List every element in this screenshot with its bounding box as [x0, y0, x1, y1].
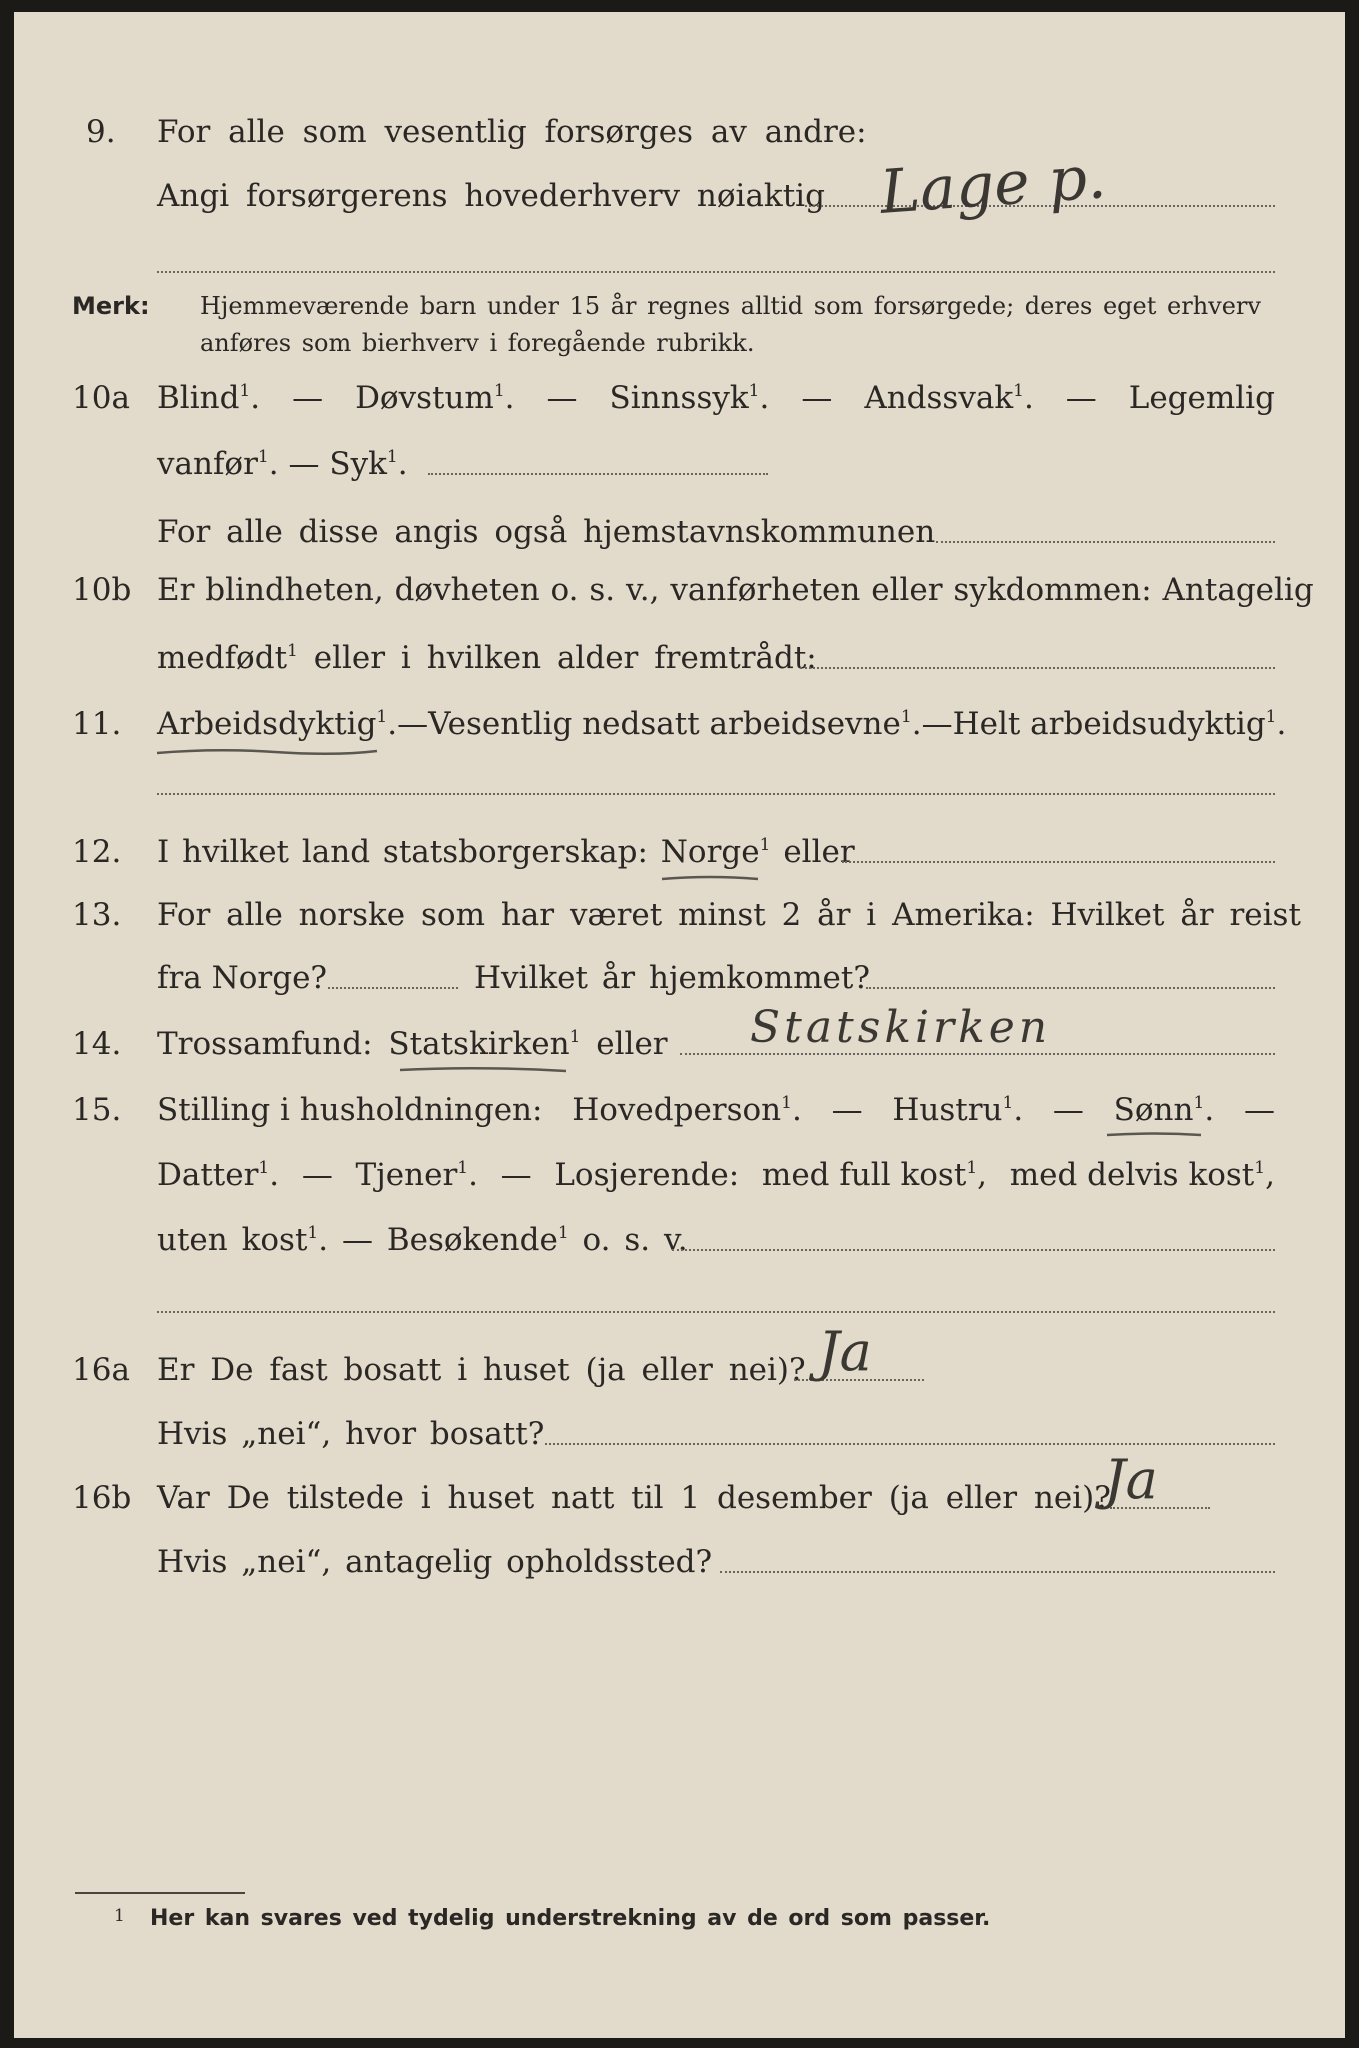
- q11-underline-mark: [155, 745, 380, 759]
- opt-datter: Datter$^1$.: [157, 1157, 280, 1193]
- opt-med-full-kost: med full kost$^1$,: [761, 1157, 988, 1193]
- q10b-number: 10b: [72, 572, 132, 608]
- q16a-line2-dots: [545, 1443, 1275, 1445]
- merk-line2: anføres som bierhverv i foregående rubrikk.: [200, 329, 755, 357]
- q12-dots: [842, 861, 1275, 863]
- opt-udyktig: Helt arbeidsudyktig$^1$.: [952, 706, 1287, 742]
- opt-sonn: Sønn$^1$.: [1113, 1092, 1215, 1128]
- q14-number: 14.: [72, 1026, 122, 1062]
- opt-syk: Syk$^1$.: [329, 446, 408, 482]
- q13-number: 13.: [72, 897, 122, 933]
- opt-hustru: Hustru$^1$.: [892, 1092, 1024, 1128]
- q12-number: 12.: [72, 834, 122, 870]
- q11-number: 11.: [72, 706, 122, 742]
- merk-line1: Hjemmeværende barn under 15 år regnes alltid som forsørgede; deres eget erhverv: [200, 292, 1261, 320]
- q10a-line2-dots: [428, 473, 768, 475]
- opt-uten-kost: uten kost$^1$.: [157, 1222, 329, 1258]
- q15-line2: Datter$^1$. — Tjener$^1$. — Losjerende: med full kost$^1$, med delvis kost$^1$,: [157, 1157, 1275, 1193]
- q14-underline-mark: [398, 1063, 568, 1077]
- opt-med-delvis-kost: med delvis kost$^1$,: [1009, 1157, 1275, 1193]
- q16a-number: 16a: [72, 1352, 130, 1388]
- opt-hovedperson: Hovedperson$^1$.: [572, 1092, 802, 1128]
- q12-underline-mark: [660, 873, 760, 885]
- opt-nedsatt: Vesentlig nedsatt arbeidsevne$^1$.: [428, 706, 922, 742]
- q9-line2: Angi forsørgerens hovederhverv nøiaktig: [157, 178, 825, 214]
- opt-andssvak: Andssvak$^1$.: [864, 380, 1034, 416]
- opt-statskirken: Statskirken$^1$: [388, 1026, 581, 1062]
- q10a-number: 10a: [72, 380, 130, 416]
- q14-line: Trossamfund: Statskirken$^1$ eller: [157, 1026, 668, 1062]
- q16b-handwritten-answer: Ja: [1104, 1448, 1158, 1511]
- q11-line1: Arbeidsdyktig$^1$. — Vesentlig nedsatt arbeidsevne$^1$. — Helt arbeidsudyktig$^1$.: [157, 706, 1287, 742]
- q15-extra-line: [157, 1311, 1275, 1313]
- q11-extra-line: [157, 793, 1275, 795]
- q9-line1: For alle som vesentlig forsørges av andre:: [157, 114, 867, 150]
- q13-part1: fra Norge?: [157, 960, 328, 996]
- opt-vanfor: vanfør$^1$.: [157, 446, 279, 482]
- opt-legemlig: Legemlig: [1128, 380, 1275, 416]
- q10a-line1: Blind$^1$. — Døvstum$^1$. — Sinnssyk$^1$. — Andssvak$^1$. — Legemlig: [157, 380, 1275, 416]
- q10b-line1: Er blindheten, døvheten o. s. v., vanførheten eller sykdommen: Antagelig: [157, 572, 1314, 608]
- q16b-line2-dots: [720, 1571, 1275, 1573]
- q14-handwritten-answer: Statskirken: [750, 1002, 1052, 1053]
- q16b-line2: Hvis „nei“, antagelig opholdssted?: [157, 1544, 713, 1580]
- q13-year-left-dots: [328, 987, 458, 989]
- q9-extra-line: [157, 271, 1275, 273]
- q9-number: 9.: [86, 114, 116, 150]
- opt-arbeidsdyktig: Arbeidsdyktig$^1$.: [157, 706, 398, 742]
- q9-handwritten-answer: Lage p.: [877, 142, 1109, 228]
- merk-label: Merk:: [72, 292, 150, 320]
- opt-tjener: Tjener$^1$.: [355, 1157, 478, 1193]
- q10a-line3-dots: [936, 541, 1275, 543]
- q15-line1: Stilling i husholdningen: Hovedperson$^1$. — Hustru$^1$. — Sønn$^1$. —: [157, 1092, 1275, 1128]
- q16a-handwritten-answer: Ja: [818, 1320, 872, 1383]
- opt-norge: Norge$^1$: [660, 834, 771, 870]
- footnote-mark: 1: [114, 1906, 125, 1926]
- opt-dovstum: Døvstum$^1$.: [355, 380, 515, 416]
- q13-part2: Hvilket år hjemkommet?: [474, 960, 870, 996]
- opt-blind: Blind$^1$.: [157, 380, 261, 416]
- q16b-line1: Var De tilstede i huset natt til 1 desember (ja eller nei)?: [157, 1480, 1111, 1516]
- footnote-text: Her kan svares ved tydelig understrekning av de ord som passer.: [150, 1906, 991, 1931]
- q16a-line2: Hvis „nei“, hvor bosatt?: [157, 1416, 545, 1452]
- q10a-line3: For alle disse angis også hjemstavnskommunen: [157, 514, 936, 550]
- q12-line: I hvilket land statsborgerskap: Norge$^1$ eller: [157, 834, 855, 870]
- q16b-number: 16b: [72, 1480, 132, 1516]
- q15-dots: [672, 1249, 1275, 1251]
- q10b-dots: [800, 667, 1275, 669]
- q15-number: 15.: [72, 1092, 122, 1128]
- q15-line3: uten kost$^1$. — Besøkende$^1$ o. s. v.: [157, 1222, 688, 1258]
- q10b-line2: medfødt$^1$ eller i hvilken alder fremtrådt:: [157, 640, 817, 676]
- q15-underline-mark: [1105, 1129, 1203, 1141]
- q13-year-back-dots: [866, 987, 1275, 989]
- q16a-line1: Er De fast bosatt i huset (ja eller nei)?: [157, 1352, 806, 1388]
- opt-sinnssyk: Sinnssyk$^1$.: [609, 380, 770, 416]
- q10a-line2: vanfør$^1$. — Syk$^1$.: [157, 446, 408, 482]
- footnote-rule: [75, 1892, 245, 1894]
- q13-line1: For alle norske som har været minst 2 år i Amerika: Hvilket år reist: [157, 897, 1301, 933]
- opt-besokende: Besøkende$^1$: [386, 1222, 569, 1258]
